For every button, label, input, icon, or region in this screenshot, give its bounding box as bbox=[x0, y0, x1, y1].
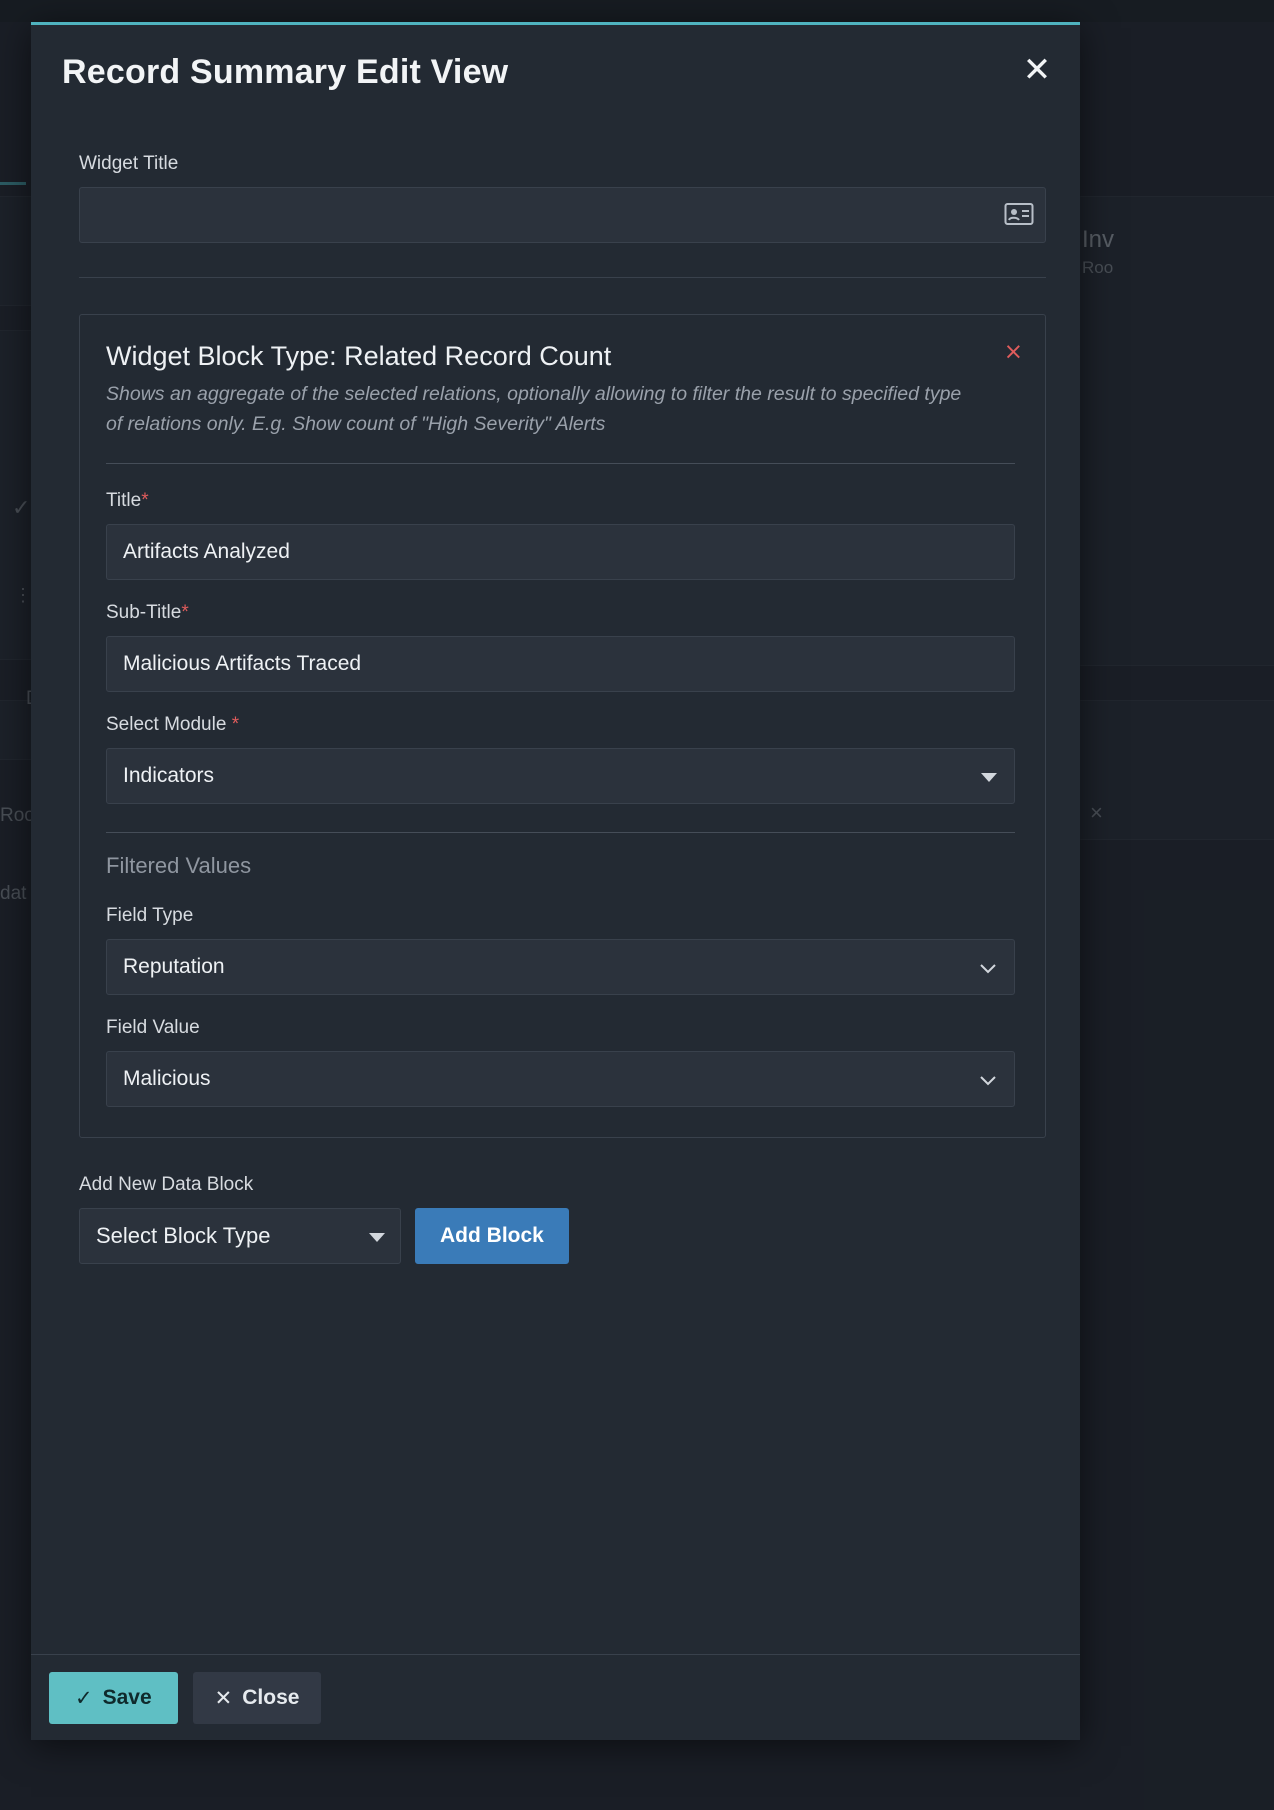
block-divider bbox=[106, 463, 1015, 464]
close-icon-small: ✕ bbox=[214, 1685, 233, 1710]
widget-title-label: Widget Title bbox=[79, 153, 179, 174]
module-label bbox=[106, 714, 1015, 736]
field-value-select[interactable] bbox=[106, 1051, 1015, 1107]
save-button[interactable] bbox=[49, 1672, 178, 1724]
add-new-data-block-section bbox=[79, 1174, 1046, 1264]
subtitle-label-text: Sub-Title bbox=[106, 602, 182, 624]
field-type-label: Field Type bbox=[106, 905, 194, 927]
module-select-value: Indicators bbox=[123, 764, 215, 788]
modal-header bbox=[31, 25, 1080, 120]
title-required-mark: * bbox=[141, 490, 149, 512]
field-type-field bbox=[106, 905, 1015, 995]
subtitle-field bbox=[106, 602, 1015, 692]
field-value-value: Malicious bbox=[123, 1067, 211, 1091]
modal-body bbox=[31, 120, 1080, 1654]
module-label-text: Select Module bbox=[106, 714, 232, 736]
module-select[interactable] bbox=[106, 748, 1015, 804]
field-value-label: Field Value bbox=[106, 1017, 200, 1039]
module-required-mark: * bbox=[231, 714, 240, 736]
module-field bbox=[106, 714, 1015, 804]
block-type-select-value: Select Block Type bbox=[96, 1223, 271, 1249]
filtered-values-divider bbox=[106, 832, 1015, 833]
page-title: Record Summary Edit View bbox=[62, 53, 509, 91]
contact-card-icon[interactable] bbox=[1004, 201, 1034, 227]
title-label bbox=[106, 490, 1015, 512]
subtitle-required-mark: * bbox=[181, 602, 189, 624]
title-input[interactable] bbox=[106, 524, 1015, 580]
title-label-text: Title bbox=[106, 490, 142, 512]
block-type-select[interactable] bbox=[79, 1208, 401, 1264]
divider bbox=[79, 277, 1046, 278]
record-summary-edit-modal bbox=[31, 22, 1080, 1740]
widget-title-field bbox=[79, 120, 1046, 243]
subtitle-label bbox=[106, 602, 1015, 624]
field-type-select[interactable] bbox=[106, 939, 1015, 995]
modal-footer bbox=[31, 1654, 1080, 1740]
widget-block-card bbox=[79, 314, 1046, 1138]
cancel-button[interactable] bbox=[193, 1672, 322, 1724]
close-icon[interactable]: ✕ bbox=[1022, 50, 1052, 90]
add-new-data-block-label: Add New Data Block bbox=[79, 1174, 254, 1196]
field-type-value: Reputation bbox=[123, 955, 225, 979]
title-field bbox=[106, 490, 1015, 580]
field-value-field bbox=[106, 1017, 1015, 1107]
check-icon: ✓ bbox=[75, 1685, 93, 1710]
block-heading: Widget Block Type: Related Record Count bbox=[106, 341, 612, 371]
delete-block-icon[interactable]: × bbox=[1003, 339, 1023, 365]
filtered-values-label: Filtered Values bbox=[106, 853, 252, 879]
block-description: Shows an aggregate of the selected relations, optionally allowing to filter the result to specified type of relations only. E.g. Show count of "High Severity" Alerts bbox=[106, 383, 962, 435]
widget-title-input[interactable] bbox=[79, 187, 1046, 243]
cancel-button-label: Close bbox=[242, 1685, 300, 1709]
subtitle-input[interactable] bbox=[106, 636, 1015, 692]
save-button-label: Save bbox=[102, 1685, 152, 1709]
add-block-button[interactable]: Add Block bbox=[415, 1208, 569, 1264]
